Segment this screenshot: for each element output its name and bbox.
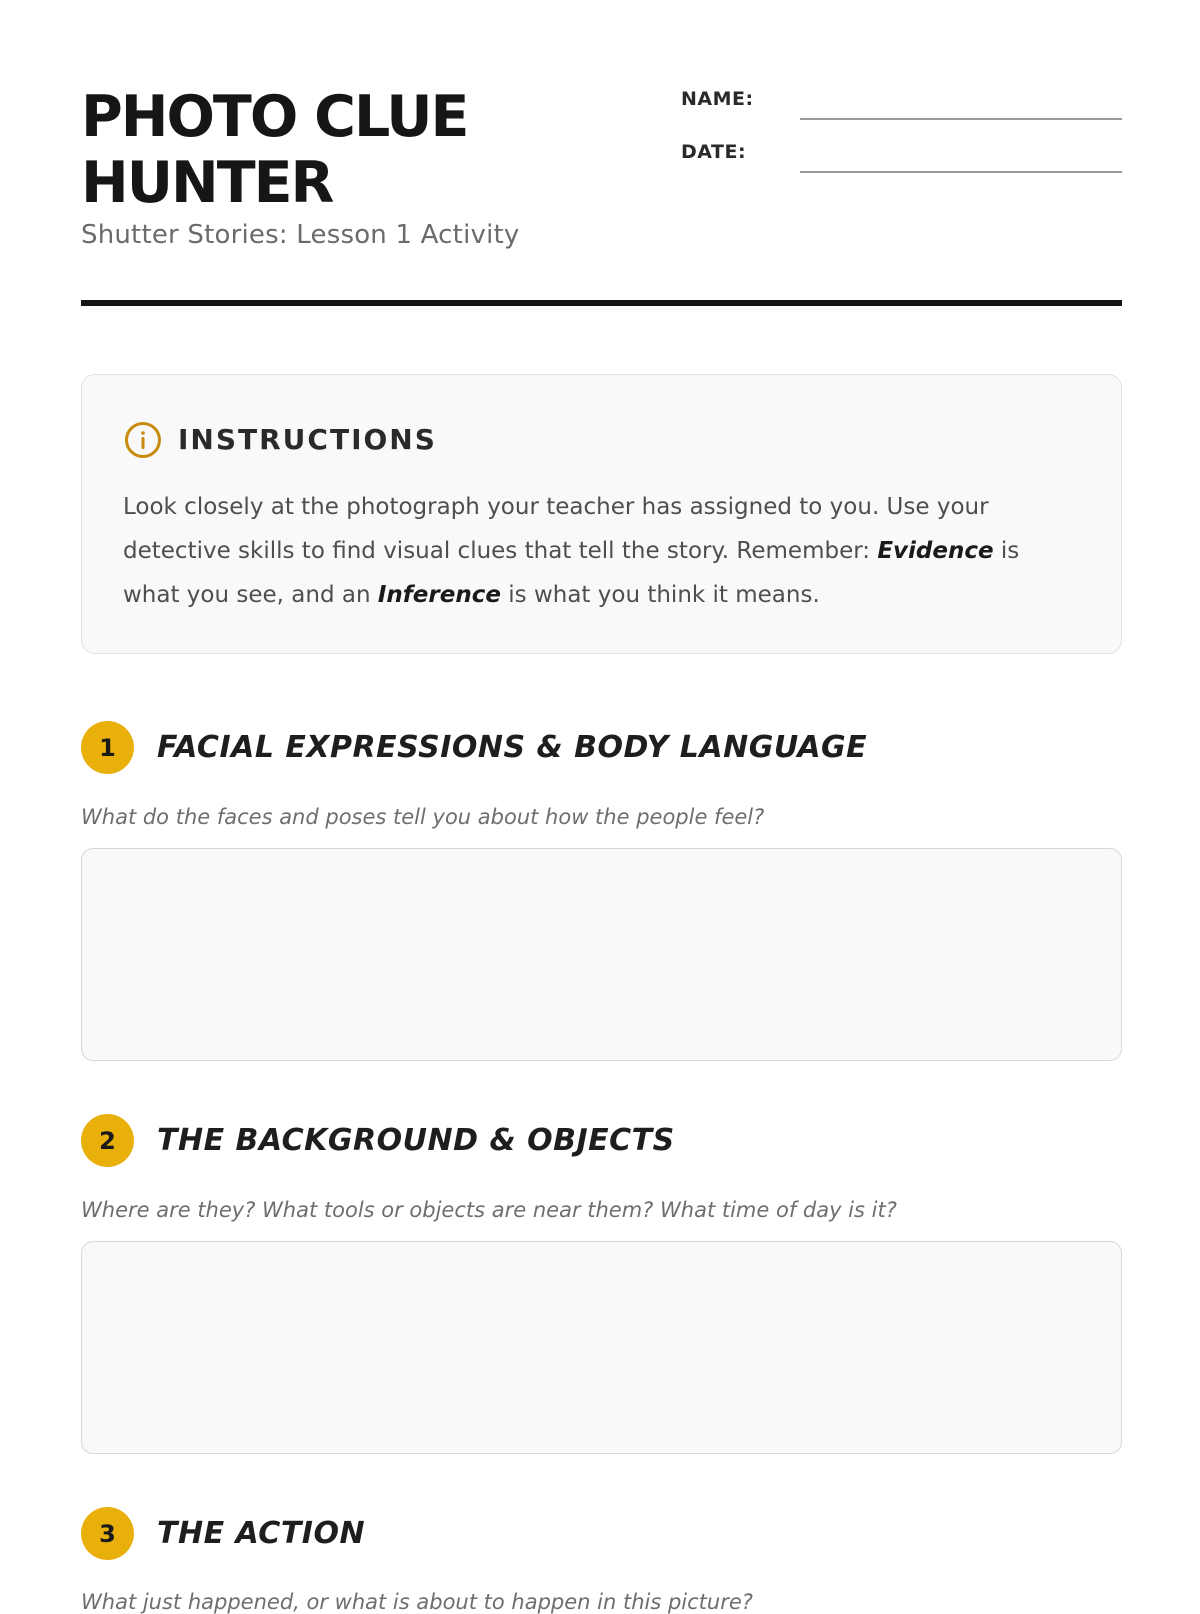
section-1-answer-box[interactable]	[81, 848, 1122, 1061]
instructions-heading: INSTRUCTIONS	[178, 423, 437, 456]
section-1-title: FACIAL EXPRESSIONS & BODY LANGUAGE	[157, 730, 868, 765]
date-field-line[interactable]	[800, 171, 1122, 173]
section-3-title: THE ACTION	[157, 1516, 366, 1551]
section-3-badge: 3	[81, 1507, 134, 1560]
section-2-prompt: Where are they? What tools or objects are near them? What time of day is it?	[81, 1198, 897, 1222]
section-2-title: THE BACKGROUND & OBJECTS	[157, 1123, 675, 1158]
section-3-prompt: What just happened, or what is about to happen in this picture?	[81, 1590, 753, 1614]
page-title: PHOTO CLUE HUNTER	[81, 84, 468, 216]
term-evidence: Evidence	[877, 538, 994, 564]
section-1-badge: 1	[81, 721, 134, 774]
term-inference: Inference	[377, 582, 501, 608]
instructions-text: Look closely at the photograph your teacher has assigned to you. Use your detective skills to find visual clues that tell the story. Remember: Evidence is what you see, and an Inference is what you think it means.	[123, 494, 1020, 608]
section-2-answer-box[interactable]	[81, 1241, 1122, 1454]
date-label: DATE:	[681, 141, 747, 163]
instructions-card	[81, 374, 1122, 654]
header-divider	[81, 300, 1122, 306]
info-icon	[124, 421, 162, 459]
name-field-line[interactable]	[800, 118, 1122, 120]
page-subtitle: Shutter Stories: Lesson 1 Activity	[81, 220, 520, 250]
name-label: NAME:	[681, 88, 754, 110]
section-2-badge: 2	[81, 1114, 134, 1167]
section-1-prompt: What do the faces and poses tell you about how the people feel?	[81, 805, 765, 829]
